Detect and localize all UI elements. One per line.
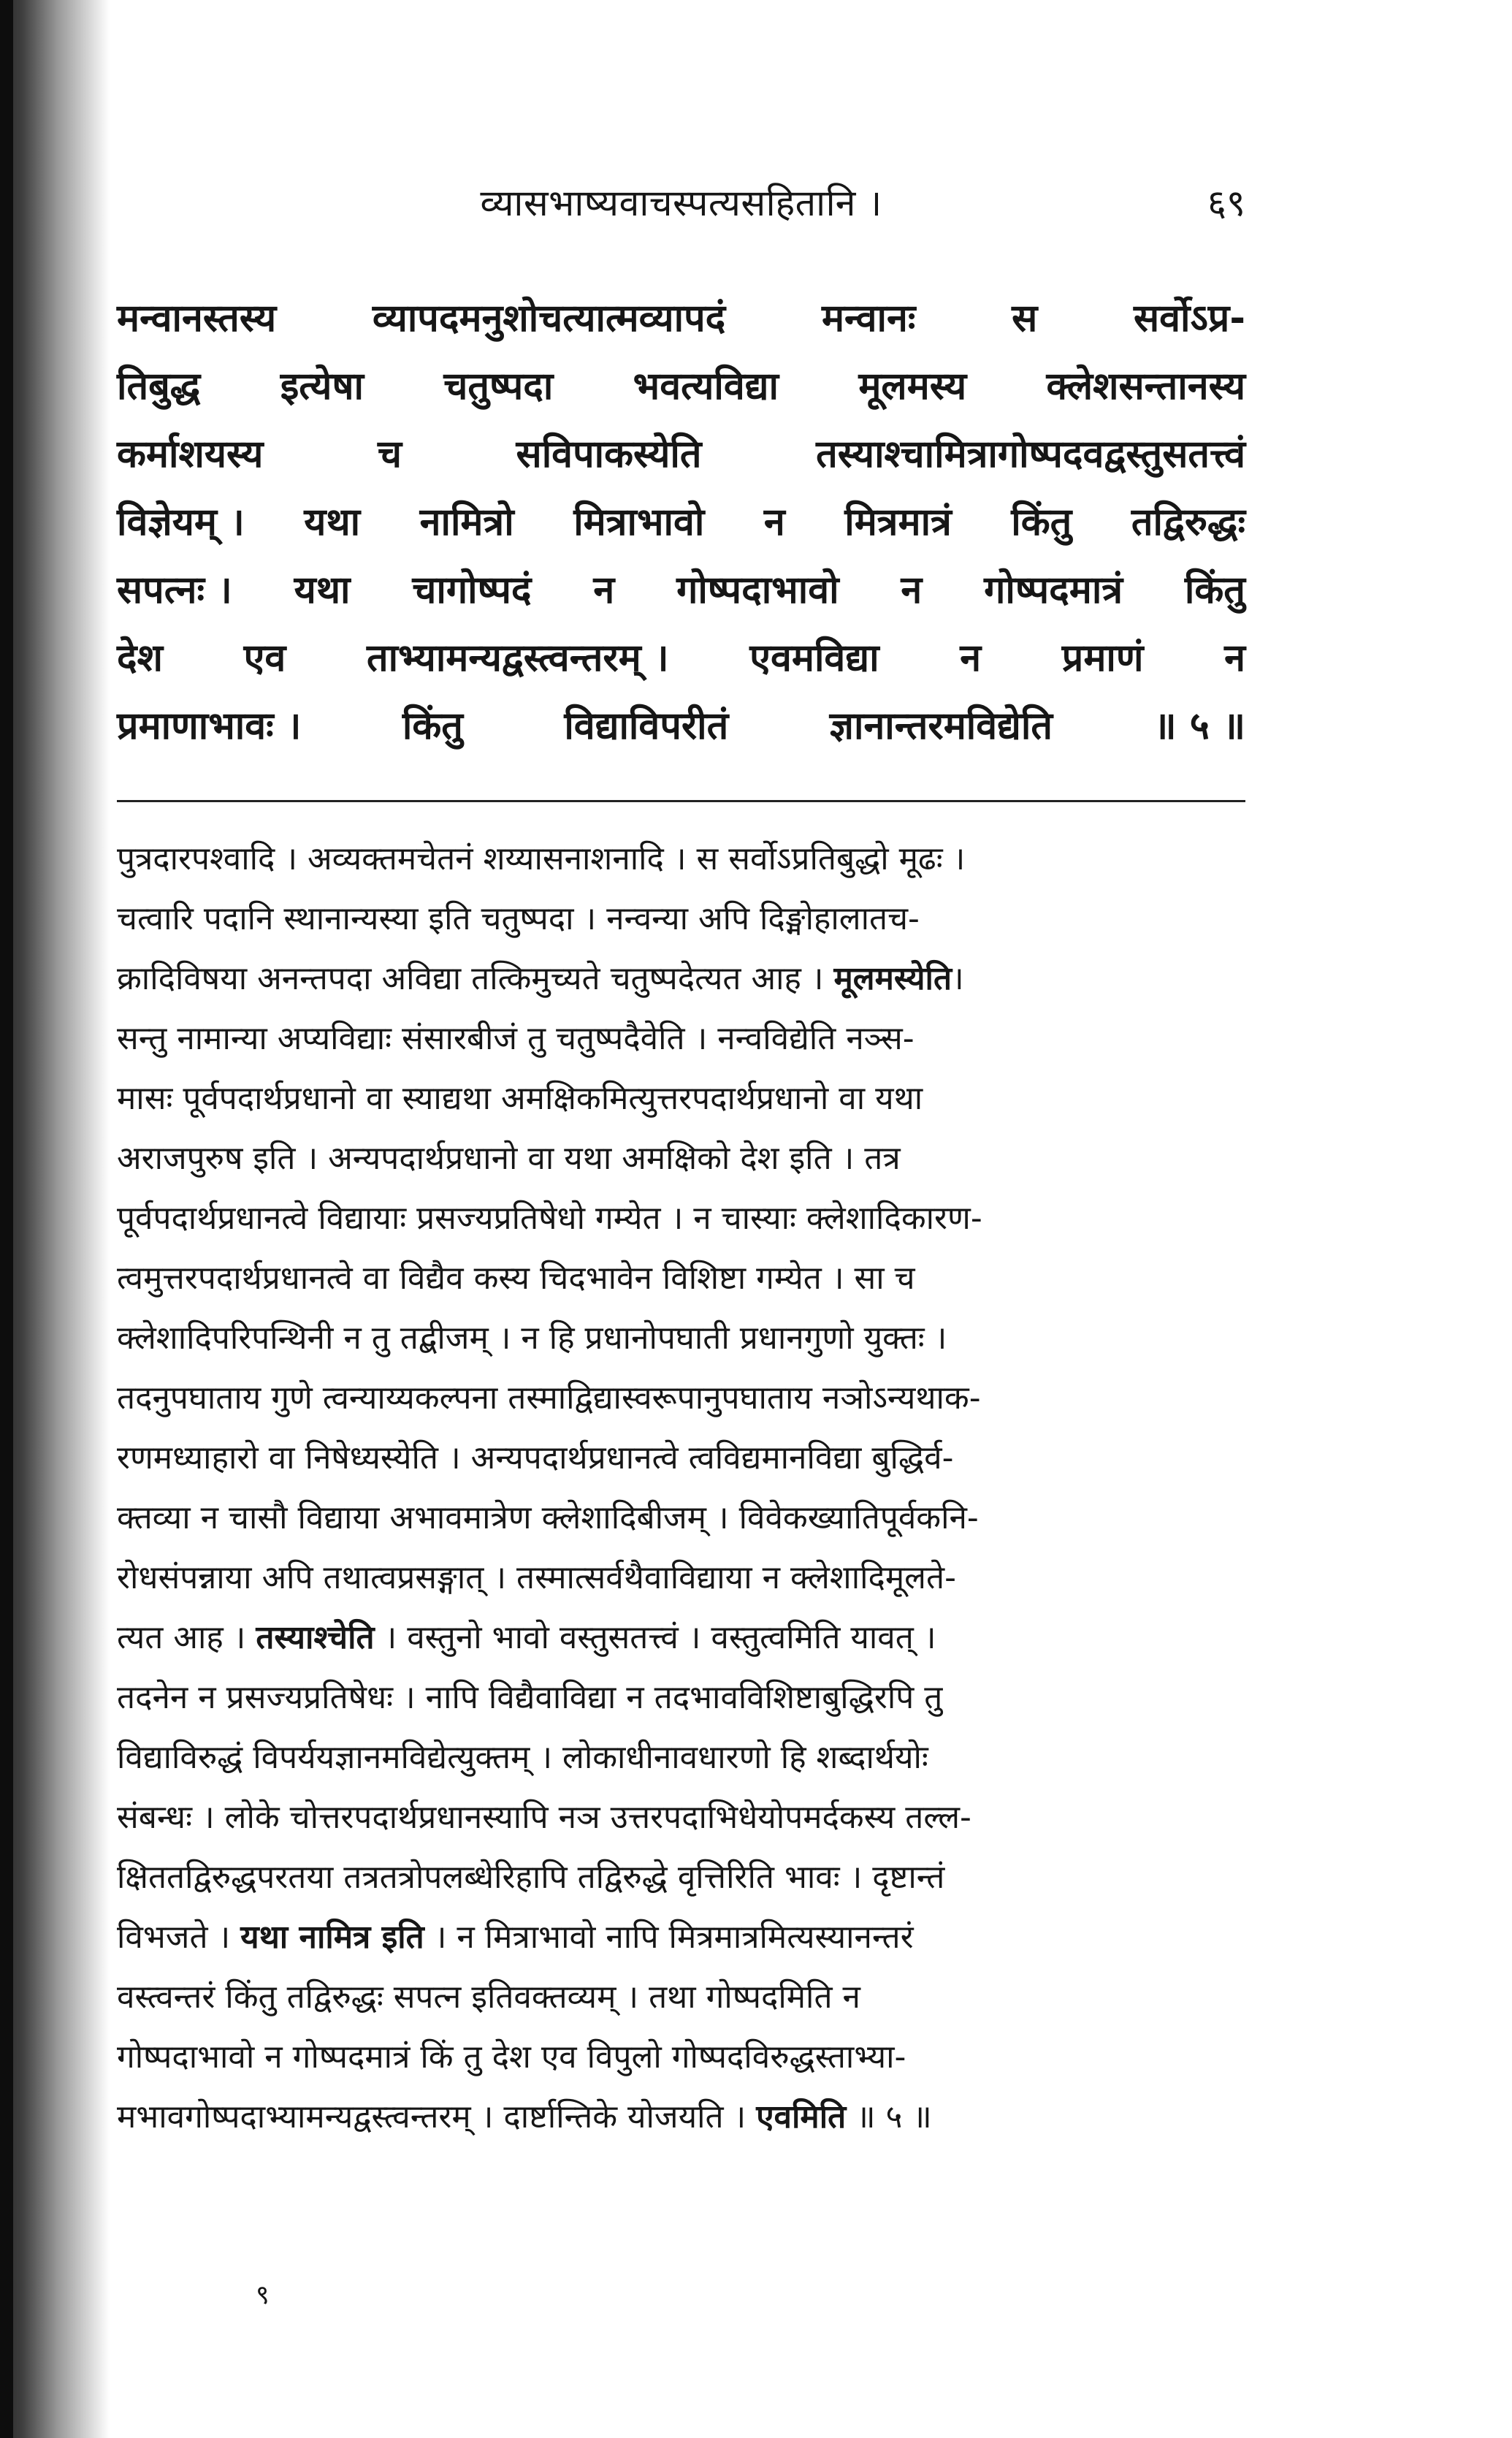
commentary-line [117, 1668, 1245, 1728]
divider-rule [117, 800, 1245, 802]
commentary-text: पुत्रदारपश्वादि । अव्यक्तमचेतनं शय्यासनाशनादि । स सर्वोऽप्रतिबुद्धो मूढः । [117, 840, 966, 877]
pratika-lemma: एवमिति [756, 2098, 847, 2136]
sutra-word: गोष्पदमात्रं [984, 568, 1123, 612]
commentary-line [117, 1009, 1245, 1069]
sutra-line [117, 353, 1245, 421]
commentary-line [117, 1548, 1245, 1608]
sutra-word: न [763, 500, 785, 544]
commentary-line [117, 1428, 1245, 1488]
sutra-word: तस्याश्चामित्रागोष्पदवद्वस्तुसतत्त्वं [816, 433, 1245, 476]
commentary-text: पूर्वपदार्थप्रधानत्वे विद्यायाः प्रसज्यप्रतिषेधो गम्येत । न चास्याः क्लेशादिकारण- [117, 1200, 982, 1237]
commentary-text: रणमध्याहारो वा निषेध्यस्येति । अन्यपदार्थप्रधानत्वे त्वविद्यमानविद्या बुद्धिर्व- [117, 1439, 954, 1477]
commentary-text: अराजपुरुष इति । अन्यपदार्थप्रधानो वा यथा अमक्षिको देश इति । तत्र [117, 1140, 901, 1177]
commentary-text: तदनेन न प्रसज्यप्रतिषेधः । नापि विद्यैवाविद्या न तदभावविशिष्टाबुद्धिरपि तु [117, 1679, 943, 1716]
commentary-text: त्वमुत्तरपदार्थप्रधानत्वे वा विद्यैव कस्य चिदभावेन विशिष्टा गम्येत । सा च [117, 1260, 915, 1297]
sutra-word: सविपाकस्येति [516, 433, 702, 476]
commentary-text: वस्त्वन्तरं किंतु तद्विरुद्धः सपत्न इतिवक्तव्यम् । तथा गोष्पदमिति न [117, 1978, 860, 2016]
sutra-word: तिबुद्ध [117, 365, 201, 408]
sutra-word: प्रमाणं [1061, 636, 1144, 680]
sutra-word: व्यापदमनुशोचत्यात्मव्यापदं [372, 297, 726, 340]
commentary-line [117, 1308, 1245, 1368]
commentary-text: तदनुपघाताय गुणे त्वन्याय्यकल्पना तस्माद्विद्यास्वरूपानुपघाताय नञोऽन्यथाक- [117, 1379, 981, 1417]
commentary-text: ॥ ५ ॥ [846, 2098, 932, 2136]
pratika-lemma: मूलमस्येति [833, 960, 952, 997]
commentary-line [117, 1728, 1245, 1788]
commentary-line [117, 1129, 1245, 1189]
running-title: व्यासभाष्यवाचस्पत्यसहितानि । [480, 182, 882, 224]
page [117, 168, 1245, 2310]
sutra-word: मित्राभावो [573, 500, 705, 544]
commentary-line [117, 1069, 1245, 1129]
sutra-word: क्लेशसन्तानस्य [1046, 365, 1245, 408]
commentary-line [117, 1908, 1245, 1967]
commentary-text: । वस्तुनो भावो वस्तुसतत्त्वं । वस्तुत्वमिति यावत् । [374, 1619, 936, 1656]
sutra-word: न [1224, 636, 1245, 680]
commentary-line [117, 1967, 1245, 2027]
sutra-word: ज्ञानान्तरमविद्येति [829, 704, 1053, 748]
commentary-text: क्लेशादिपरिपन्थिनी न तु तद्बीजम् । न हि प्रधानोपघाती प्रधानगुणो युक्तः । [117, 1319, 947, 1357]
sutra-word: यथा [294, 568, 351, 612]
commentary-line [117, 1848, 1245, 1908]
commentary-text: सन्तु नामान्या अप्यविद्याः संसारबीजं तु चतुष्पदैवेति । नन्वविद्येति नञ्स- [117, 1020, 915, 1057]
commentary-line [117, 1788, 1245, 1848]
commentary-text: त्यत आह । [117, 1619, 256, 1656]
sutra-word: यथा [304, 500, 361, 544]
sutra-line [117, 421, 1245, 489]
sutra-word: इत्येषा [280, 365, 364, 408]
sutra-word: मूलमस्य [858, 365, 967, 408]
sutra-word: च [377, 433, 402, 476]
sutra-word: किंतु [1184, 568, 1245, 612]
commentary-text: मभावगोष्पदाभ्यामन्यद्वस्त्वन्तरम् । दार्ष्टान्तिके योजयति । [117, 2098, 757, 2136]
sutra-word: भवत्यविद्या [633, 365, 779, 408]
commentary-text: विद्याविरुद्धं विपर्ययज्ञानमविद्येत्युक्तम् । लोकाधीनावधारणो हि शब्दार्थयोः [117, 1739, 928, 1776]
scan-shadow [0, 0, 110, 2438]
commentary-text: । न मित्राभावो नापि मित्रमात्रमित्यस्यानन्तरं [424, 1919, 914, 1956]
sutra-word: मन्वानस्तस्य [117, 297, 277, 340]
sutra-word: स [1012, 297, 1038, 340]
sutra-word: देश [117, 636, 163, 680]
pratika-lemma: तस्याश्चेति [256, 1619, 375, 1656]
sutra-line [117, 489, 1245, 557]
sutra-word: मन्वानः [821, 297, 916, 340]
sutra-word: एव [243, 636, 286, 680]
commentary-line [117, 1488, 1245, 1548]
pratika-lemma: यथा नामित्र इति [240, 1919, 424, 1956]
commentary-line [117, 1249, 1245, 1308]
sutra-word: ॥ ५ ॥ [1153, 704, 1245, 748]
sutra-line [117, 557, 1245, 625]
commentary-text: चत्वारि पदानि स्थानान्यस्या इति चतुष्पदा । नन्वन्या अपि दिङ्मोहालातच- [117, 900, 920, 937]
commentary-line [117, 2087, 1245, 2147]
commentary-text: क्रादिविषया अनन्तपदा अविद्या तत्किमुच्यते चतुष्पदेत्यत आह । [117, 960, 834, 997]
sutra-word: एवमविद्या [749, 636, 879, 680]
sutra-word: प्रमाणाभावः । [117, 704, 302, 748]
commentary-text: रोधसंपन्नाया अपि तथात्वप्रसङ्गात् । तस्मात्सर्वथैवाविद्याया न क्लेशादिमूलते- [117, 1559, 956, 1596]
sutra-line [117, 693, 1245, 761]
sutra-line [117, 285, 1245, 353]
commentary-text: । [952, 960, 964, 997]
sutra-word: गोष्पदाभावो [676, 568, 839, 612]
sutra-word: तद्विरुद्धः [1131, 500, 1245, 544]
scan-edge [0, 0, 13, 2438]
sutra-word: नामित्रो [419, 500, 514, 544]
commentary-text: क्तव्या न चासौ विद्याया अभावमात्रेण क्लेशादिबीजम् । विवेकख्यातिपूर्वकनि- [117, 1499, 979, 1536]
sutra-word: किंतु [1011, 500, 1072, 544]
sutra-word: कर्माशयस्य [117, 433, 264, 476]
sutra-block [117, 285, 1245, 761]
page-header [117, 168, 1245, 241]
sutra-word: सर्वोऽप्र- [1133, 297, 1245, 340]
sutra-word: मित्रमात्रं [844, 500, 952, 544]
signature-mark: ९ [256, 2280, 270, 2310]
page-number: ६९ [1207, 182, 1245, 224]
sutra-word: न [901, 568, 923, 612]
sutra-word: किंतु [402, 704, 463, 748]
commentary-line [117, 829, 1245, 889]
commentary-line [117, 1368, 1245, 1428]
commentary-text: विभजते । [117, 1919, 241, 1956]
commentary-text: संबन्धः । लोके चोत्तरपदार्थप्रधानस्यापि नञ उत्तरपदाभिधेयोपमर्दकस्य तल्ल- [117, 1799, 971, 1836]
commentary-text: क्षिततद्विरुद्धपरतया तत्रतत्रोपलब्धेरिहापि तद्विरुद्धे वृत्तिरिति भावः । दृष्टान्तं [117, 1859, 945, 1896]
sutra-word: चागोष्पदं [412, 568, 532, 612]
sutra-word: सपत्नः । [117, 568, 232, 612]
sutra-line [117, 625, 1245, 693]
sutra-word: न [960, 636, 982, 680]
commentary-text: मासः पूर्वपदार्थप्रधानो वा स्याद्यथा अमक्षिकमित्युत्तरपदार्थप्रधानो वा यथा [117, 1080, 923, 1117]
commentary-line [117, 1608, 1245, 1668]
sutra-word: विद्याविपरीतं [564, 704, 729, 748]
commentary-line [117, 949, 1245, 1009]
sutra-word: ताभ्यामन्यद्वस्त्वन्तरम् । [366, 636, 669, 680]
commentary-line [117, 2027, 1245, 2087]
sutra-word: विज्ञेयम् । [117, 500, 245, 544]
commentary-block [117, 829, 1245, 2147]
sutra-word: न [593, 568, 615, 612]
commentary-line [117, 889, 1245, 949]
sutra-word: चतुष्पदा [443, 365, 554, 408]
commentary-text: गोष्पदाभावो न गोष्पदमात्रं किं तु देश एव विपुलो गोष्पदविरुद्धस्ताभ्या- [117, 2038, 906, 2076]
commentary-line [117, 1189, 1245, 1249]
